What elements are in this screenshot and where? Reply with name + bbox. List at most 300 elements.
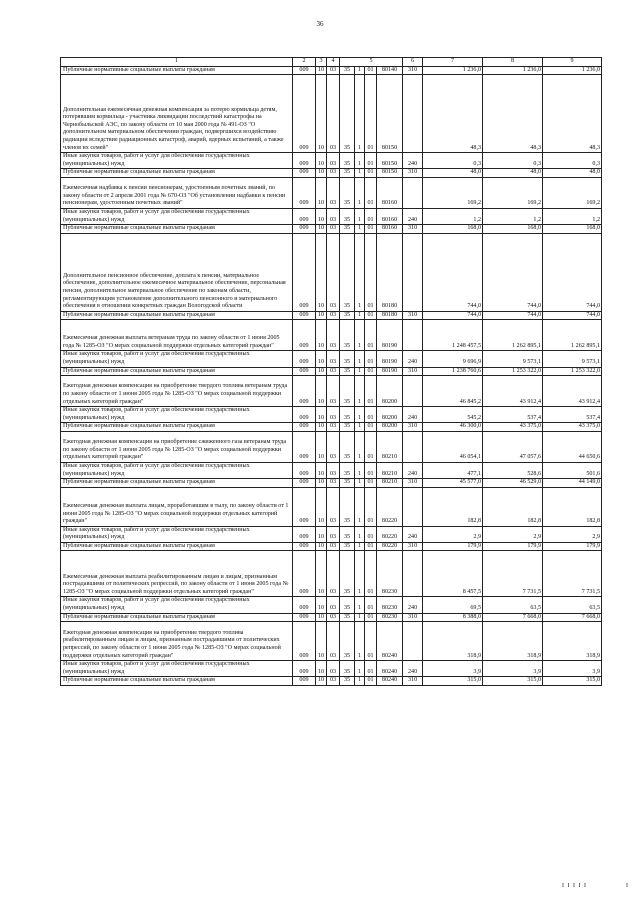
code-target-3-cell: 01 (365, 526, 377, 542)
code-target-1-cell: 35 (340, 661, 355, 677)
code-subsection-cell: 03 (327, 661, 340, 677)
amount-year-1-cell: 545,2 (423, 407, 483, 423)
amount-year-3-cell: 744,0 (543, 233, 602, 311)
code-chapter-cell: 009 (293, 407, 316, 423)
code-chapter-cell: 009 (293, 479, 316, 488)
code-subsection-cell: 03 (327, 597, 340, 613)
name-cell: Публичные нормативные социальные выплаты гражданам (61, 423, 293, 432)
code-target-2-cell: 1 (355, 407, 365, 423)
amount-year-1-cell: 179,9 (423, 542, 483, 551)
amount-year-3-cell: 168,0 (543, 225, 602, 234)
code-subsection-cell: 03 (327, 208, 340, 224)
name-cell: Иные закупки товаров, работ и услуг для обеспечения государственных (муниципальных) нужд (61, 208, 293, 224)
code-target-3-cell: 01 (365, 407, 377, 423)
amount-year-2-cell: 1 253 322,0 (483, 367, 543, 376)
code-target-1-cell: 35 (340, 233, 355, 311)
code-section-cell: 10 (316, 551, 327, 597)
code-subsection-cell: 03 (327, 431, 340, 462)
code-chapter-cell: 009 (293, 597, 316, 613)
table-row (61, 66, 602, 75)
code-target-3-cell: 01 (365, 597, 377, 613)
code-target-3-cell: 01 (365, 177, 377, 208)
name-cell: Публичные нормативные социальные выплаты гражданам (61, 367, 293, 376)
amount-year-1-cell: 1,2 (423, 208, 483, 224)
code-target-2-cell: 1 (355, 169, 365, 178)
amount-year-3-cell: 7 668,0 (543, 613, 602, 622)
amount-year-1-cell: 45 577,0 (423, 479, 483, 488)
code-target-1-cell: 35 (340, 431, 355, 462)
amount-year-3-cell: 179,9 (543, 542, 602, 551)
code-chapter-cell: 009 (293, 613, 316, 622)
code-expense-type-cell: 240 (403, 407, 423, 423)
code-chapter-cell: 009 (293, 169, 316, 178)
name-cell: Публичные нормативные социальные выплаты гражданам (61, 613, 293, 622)
code-target-4-cell: 80220 (377, 487, 403, 526)
code-target-2-cell: 1 (355, 423, 365, 432)
code-expense-type-cell (403, 75, 423, 153)
table-row (61, 487, 602, 526)
code-section-cell: 10 (316, 75, 327, 153)
header-cell: 1 (61, 58, 293, 67)
code-expense-type-cell: 310 (403, 423, 423, 432)
amount-year-3-cell: 1 253 322,0 (543, 367, 602, 376)
code-chapter-cell: 009 (293, 153, 316, 169)
code-target-2-cell: 1 (355, 225, 365, 234)
code-target-3-cell: 01 (365, 431, 377, 462)
code-target-3-cell: 01 (365, 311, 377, 320)
code-target-2-cell: 1 (355, 542, 365, 551)
name-cell: Дополнительное пенсионное обеспечение, доплата к пенсии, материальное обеспечение, дополнительное ежемесячное материальное обеспечение, персональная пенсия, дополнительное материальное обеспечение по законам области, регламентирующим установление дополнительного пенсионного и материального обеспечения в отношении конкретных граждан Вологодской области (61, 233, 293, 311)
footer-mark-right: I (626, 883, 628, 889)
amount-year-2-cell: 1 236,0 (483, 66, 543, 75)
code-target-2-cell: 1 (355, 661, 365, 677)
code-expense-type-cell: 240 (403, 153, 423, 169)
code-target-3-cell: 01 (365, 462, 377, 478)
code-target-2-cell: 1 (355, 320, 365, 351)
code-expense-type-cell (403, 177, 423, 208)
amount-year-1-cell: 8 388,0 (423, 613, 483, 622)
code-section-cell: 10 (316, 351, 327, 367)
amount-year-2-cell: 7 731,5 (483, 551, 543, 597)
code-target-4-cell: 80160 (377, 177, 403, 208)
code-expense-type-cell: 310 (403, 66, 423, 75)
amount-year-3-cell: 501,6 (543, 462, 602, 478)
code-target-2-cell: 1 (355, 479, 365, 488)
code-target-1-cell: 35 (340, 66, 355, 75)
code-subsection-cell: 03 (327, 526, 340, 542)
table-row (61, 153, 602, 169)
code-chapter-cell: 009 (293, 622, 316, 661)
table-row (61, 462, 602, 478)
amount-year-2-cell: 182,8 (483, 487, 543, 526)
amount-year-1-cell: 1 238 760,6 (423, 367, 483, 376)
code-target-1-cell: 35 (340, 542, 355, 551)
amount-year-1-cell: 169,2 (423, 177, 483, 208)
amount-year-2-cell: 3,9 (483, 661, 543, 677)
code-expense-type-cell (403, 487, 423, 526)
code-target-2-cell: 1 (355, 66, 365, 75)
amount-year-3-cell: 182,8 (543, 487, 602, 526)
code-target-4-cell: 80210 (377, 462, 403, 478)
code-expense-type-cell: 310 (403, 169, 423, 178)
code-target-1-cell: 35 (340, 376, 355, 407)
table-row (61, 622, 602, 661)
amount-year-1-cell: 48,3 (423, 75, 483, 153)
code-target-1-cell: 35 (340, 487, 355, 526)
code-expense-type-cell: 310 (403, 542, 423, 551)
code-target-3-cell: 01 (365, 75, 377, 153)
code-target-4-cell: 80180 (377, 233, 403, 311)
code-target-4-cell: 80240 (377, 661, 403, 677)
amount-year-2-cell: 47 057,6 (483, 431, 543, 462)
code-target-1-cell: 35 (340, 225, 355, 234)
code-target-3-cell: 01 (365, 551, 377, 597)
header-cell: 9 (543, 58, 602, 67)
code-target-1-cell: 35 (340, 613, 355, 622)
table-row (61, 75, 602, 153)
name-cell: Дополнительная ежемесячная денежная компенсация за потерю кормильца детям, потерявшим кормильца - участника ликвидации последствий катастрофы на Чернобыльской АЭС, по закону области от 10 мая 2000 года № 491-ОЗ "О дополнительном материальном обеспечении граждан, подвергшихся воздействию радиации вследствие радиационных катастроф, аварий, ядерных испытаний, а также членов их семей" (61, 75, 293, 153)
name-cell: Ежегодная денежная компенсация на приобретение твердого топлива ветеранам труда по закону области от 1 июня 2005 года № 1285-ОЗ "О мерах социальной поддержки отдельных категорий граждан" (61, 376, 293, 407)
code-target-3-cell: 01 (365, 487, 377, 526)
code-subsection-cell: 03 (327, 551, 340, 597)
code-subsection-cell: 03 (327, 169, 340, 178)
code-subsection-cell: 03 (327, 66, 340, 75)
table-row (61, 677, 602, 686)
code-target-2-cell: 1 (355, 551, 365, 597)
header-cell: 5 (340, 58, 403, 67)
code-section-cell: 10 (316, 225, 327, 234)
amount-year-2-cell: 63,5 (483, 597, 543, 613)
code-chapter-cell: 009 (293, 177, 316, 208)
amount-year-2-cell: 46 529,0 (483, 479, 543, 488)
code-target-3-cell: 01 (365, 66, 377, 75)
code-expense-type-cell: 240 (403, 351, 423, 367)
code-target-4-cell: 80180 (377, 311, 403, 320)
amount-year-1-cell: 46 845,2 (423, 376, 483, 407)
code-subsection-cell: 03 (327, 622, 340, 661)
code-target-4-cell: 80150 (377, 153, 403, 169)
amount-year-1-cell: 46 300,0 (423, 423, 483, 432)
table-row (61, 423, 602, 432)
name-cell: Иные закупки товаров, работ и услуг для обеспечения государственных (муниципальных) нужд (61, 407, 293, 423)
header-cell: 6 (403, 58, 423, 67)
code-target-2-cell: 1 (355, 177, 365, 208)
code-target-2-cell: 1 (355, 75, 365, 153)
code-chapter-cell: 009 (293, 431, 316, 462)
code-expense-type-cell (403, 622, 423, 661)
code-chapter-cell: 009 (293, 661, 316, 677)
name-cell: Публичные нормативные социальные выплаты гражданам (61, 169, 293, 178)
table-row (61, 542, 602, 551)
code-section-cell: 10 (316, 431, 327, 462)
code-expense-type-cell (403, 551, 423, 597)
amount-year-2-cell: 168,0 (483, 225, 543, 234)
code-section-cell: 10 (316, 479, 327, 488)
amount-year-1-cell: 48,0 (423, 169, 483, 178)
amount-year-1-cell: 318,9 (423, 622, 483, 661)
code-target-2-cell: 1 (355, 351, 365, 367)
code-target-3-cell: 01 (365, 542, 377, 551)
code-subsection-cell: 03 (327, 542, 340, 551)
code-expense-type-cell: 240 (403, 526, 423, 542)
amount-year-3-cell: 7 731,5 (543, 551, 602, 597)
code-chapter-cell: 009 (293, 551, 316, 597)
code-target-3-cell: 01 (365, 225, 377, 234)
name-cell: Иные закупки товаров, работ и услуг для обеспечения государственных (муниципальных) нужд (61, 597, 293, 613)
code-section-cell: 10 (316, 208, 327, 224)
code-target-1-cell: 35 (340, 597, 355, 613)
code-subsection-cell: 03 (327, 233, 340, 311)
name-cell: Публичные нормативные социальные выплаты гражданам (61, 66, 293, 75)
code-subsection-cell: 03 (327, 320, 340, 351)
amount-year-2-cell: 318,9 (483, 622, 543, 661)
code-target-2-cell: 1 (355, 311, 365, 320)
table-row (61, 376, 602, 407)
code-chapter-cell: 009 (293, 311, 316, 320)
amount-year-2-cell: 169,2 (483, 177, 543, 208)
amount-year-3-cell: 315,0 (543, 677, 602, 686)
name-cell: Иные закупки товаров, работ и услуг для обеспечения государственных (муниципальных) нужд (61, 526, 293, 542)
code-target-4-cell: 80200 (377, 376, 403, 407)
code-target-4-cell: 80210 (377, 479, 403, 488)
amount-year-1-cell: 46 054,1 (423, 431, 483, 462)
code-target-1-cell: 35 (340, 311, 355, 320)
code-target-1-cell: 35 (340, 479, 355, 488)
table-row (61, 526, 602, 542)
name-cell: Ежемесячная денежная выплата реабилитированным лицам и лицам, признанным пострадавшими от политических репрессий, по закону области от 1 июня 2005 года № 1285-ОЗ "О мерах социальной поддержки отдельных категорий граждан" (61, 551, 293, 597)
code-section-cell: 10 (316, 153, 327, 169)
name-cell: Публичные нормативные социальные выплаты гражданам (61, 542, 293, 551)
code-chapter-cell: 009 (293, 376, 316, 407)
amount-year-3-cell: 3,9 (543, 661, 602, 677)
table-row (61, 320, 602, 351)
code-expense-type-cell: 310 (403, 311, 423, 320)
code-section-cell: 10 (316, 613, 327, 622)
code-target-1-cell: 35 (340, 462, 355, 478)
amount-year-3-cell: 44 149,0 (543, 479, 602, 488)
code-section-cell: 10 (316, 169, 327, 178)
code-target-4-cell: 80190 (377, 320, 403, 351)
code-subsection-cell: 03 (327, 153, 340, 169)
amount-year-2-cell: 1 262 895,1 (483, 320, 543, 351)
code-target-3-cell: 01 (365, 661, 377, 677)
code-expense-type-cell: 240 (403, 462, 423, 478)
table-row (61, 311, 602, 320)
code-expense-type-cell: 240 (403, 597, 423, 613)
table-row (61, 233, 602, 311)
code-section-cell: 10 (316, 177, 327, 208)
header-cell: 2 (293, 58, 316, 67)
code-target-4-cell: 80240 (377, 677, 403, 686)
name-cell: Публичные нормативные социальные выплаты гражданам (61, 677, 293, 686)
amount-year-3-cell: 9 573,1 (543, 351, 602, 367)
code-target-3-cell: 01 (365, 613, 377, 622)
code-subsection-cell: 03 (327, 225, 340, 234)
amount-year-3-cell: 744,0 (543, 311, 602, 320)
code-expense-type-cell: 240 (403, 208, 423, 224)
code-section-cell: 10 (316, 233, 327, 311)
code-subsection-cell: 03 (327, 177, 340, 208)
code-chapter-cell: 009 (293, 75, 316, 153)
code-subsection-cell: 03 (327, 462, 340, 478)
code-subsection-cell: 03 (327, 613, 340, 622)
table-row (61, 661, 602, 677)
amount-year-3-cell: 1,2 (543, 208, 602, 224)
code-expense-type-cell (403, 233, 423, 311)
code-target-3-cell: 01 (365, 208, 377, 224)
name-cell: Иные закупки товаров, работ и услуг для обеспечения государственных (муниципальных) нужд (61, 351, 293, 367)
code-subsection-cell: 03 (327, 487, 340, 526)
code-target-3-cell: 01 (365, 351, 377, 367)
code-target-1-cell: 35 (340, 169, 355, 178)
code-chapter-cell: 009 (293, 542, 316, 551)
name-cell: Ежемесячная денежная выплата ветеранам труда по закону области от 1 июня 2005 года № 1285-ОЗ "О мерах социальной поддержки отдельных категорий граждан" (61, 320, 293, 351)
code-target-1-cell: 35 (340, 75, 355, 153)
header-cell: 7 (423, 58, 483, 67)
amount-year-1-cell: 0,3 (423, 153, 483, 169)
code-target-4-cell: 80220 (377, 542, 403, 551)
code-chapter-cell: 009 (293, 462, 316, 478)
code-chapter-cell: 009 (293, 66, 316, 75)
table-row (61, 479, 602, 488)
code-target-4-cell: 80190 (377, 351, 403, 367)
code-target-2-cell: 1 (355, 526, 365, 542)
name-cell: Ежегодная денежная компенсация на приобретение сжиженного газа ветеранам труда по закону области от 1 июня 2005 года № 1285-ОЗ "О мерах социальной поддержки отдельных категорий граждан" (61, 431, 293, 462)
code-subsection-cell: 03 (327, 367, 340, 376)
code-target-3-cell: 01 (365, 367, 377, 376)
code-target-3-cell: 01 (365, 622, 377, 661)
code-section-cell: 10 (316, 462, 327, 478)
name-cell: Публичные нормативные социальные выплаты гражданам (61, 311, 293, 320)
code-target-1-cell: 35 (340, 177, 355, 208)
code-target-2-cell: 1 (355, 431, 365, 462)
code-chapter-cell: 009 (293, 423, 316, 432)
table-row (61, 367, 602, 376)
code-target-1-cell: 35 (340, 526, 355, 542)
name-cell: Ежемесячная денежная выплата лицам, проработавшим в тылу, по закону области от 1 июня 2005 года № 1285-ОЗ "О мерах социальной поддержки отдельных категорий граждан" (61, 487, 293, 526)
code-expense-type-cell (403, 376, 423, 407)
code-target-4-cell: 80200 (377, 407, 403, 423)
code-target-4-cell: 80190 (377, 367, 403, 376)
code-subsection-cell: 03 (327, 407, 340, 423)
table-row (61, 551, 602, 597)
name-cell: Публичные нормативные социальные выплаты гражданам (61, 225, 293, 234)
amount-year-2-cell: 0,3 (483, 153, 543, 169)
header-cell: 3 (316, 58, 327, 67)
code-section-cell: 10 (316, 367, 327, 376)
amount-year-2-cell: 43 912,4 (483, 376, 543, 407)
name-cell: Ежегодная денежная компенсация на приобретение твердого топлива реабилитированным лицам и лицам, признанным пострадавшими от политических репрессий, по закону области от 1 июня 2005 года № 1285-ОЗ "О мерах социальной поддержки отдельных категорий граждан" (61, 622, 293, 661)
code-chapter-cell: 009 (293, 208, 316, 224)
header-cell: 8 (483, 58, 543, 67)
code-chapter-cell: 009 (293, 487, 316, 526)
code-target-4-cell: 80150 (377, 169, 403, 178)
table-row (61, 407, 602, 423)
code-target-4-cell: 80200 (377, 423, 403, 432)
code-target-1-cell: 35 (340, 407, 355, 423)
amount-year-2-cell: 744,0 (483, 311, 543, 320)
code-target-4-cell: 80220 (377, 526, 403, 542)
code-chapter-cell: 009 (293, 677, 316, 686)
code-section-cell: 10 (316, 677, 327, 686)
code-target-3-cell: 01 (365, 233, 377, 311)
code-target-1-cell: 35 (340, 320, 355, 351)
code-target-2-cell: 1 (355, 367, 365, 376)
page-number: 36 (316, 20, 324, 28)
amount-year-2-cell: 537,4 (483, 407, 543, 423)
amount-year-1-cell: 744,0 (423, 233, 483, 311)
name-cell: Иные закупки товаров, работ и услуг для обеспечения государственных (муниципальных) нужд (61, 153, 293, 169)
name-cell: Иные закупки товаров, работ и услуг для обеспечения государственных (муниципальных) нужд (61, 462, 293, 478)
code-expense-type-cell: 240 (403, 661, 423, 677)
footer-mark: I I I I I (562, 883, 587, 889)
code-chapter-cell: 009 (293, 320, 316, 351)
code-section-cell: 10 (316, 526, 327, 542)
amount-year-1-cell: 8 457,5 (423, 551, 483, 597)
amount-year-1-cell: 1 248 457,5 (423, 320, 483, 351)
amount-year-2-cell: 9 573,1 (483, 351, 543, 367)
code-section-cell: 10 (316, 661, 327, 677)
amount-year-2-cell: 744,0 (483, 233, 543, 311)
table-row (61, 177, 602, 208)
code-target-4-cell: 80140 (377, 66, 403, 75)
amount-year-2-cell: 315,0 (483, 677, 543, 686)
header-cell: 4 (327, 58, 340, 67)
code-target-1-cell: 35 (340, 677, 355, 686)
code-target-4-cell: 80230 (377, 597, 403, 613)
amount-year-1-cell: 69,5 (423, 597, 483, 613)
code-target-4-cell: 80230 (377, 613, 403, 622)
amount-year-1-cell: 9 696,9 (423, 351, 483, 367)
code-section-cell: 10 (316, 311, 327, 320)
amount-year-1-cell: 182,8 (423, 487, 483, 526)
code-chapter-cell: 009 (293, 526, 316, 542)
table-row (61, 225, 602, 234)
amount-year-2-cell: 1,2 (483, 208, 543, 224)
code-target-1-cell: 35 (340, 208, 355, 224)
table-row (61, 351, 602, 367)
code-section-cell: 10 (316, 597, 327, 613)
amount-year-2-cell: 179,9 (483, 542, 543, 551)
code-section-cell: 10 (316, 542, 327, 551)
code-target-4-cell: 80230 (377, 551, 403, 597)
code-target-1-cell: 35 (340, 153, 355, 169)
code-target-3-cell: 01 (365, 423, 377, 432)
table-row (61, 597, 602, 613)
code-subsection-cell: 03 (327, 677, 340, 686)
code-target-3-cell: 01 (365, 169, 377, 178)
amount-year-3-cell: 537,4 (543, 407, 602, 423)
code-section-cell: 10 (316, 487, 327, 526)
code-chapter-cell: 009 (293, 367, 316, 376)
code-target-1-cell: 35 (340, 622, 355, 661)
code-target-3-cell: 01 (365, 153, 377, 169)
code-chapter-cell: 009 (293, 233, 316, 311)
amount-year-2-cell: 528,6 (483, 462, 543, 478)
amount-year-2-cell: 2,9 (483, 526, 543, 542)
amount-year-2-cell: 48,3 (483, 75, 543, 153)
code-subsection-cell: 03 (327, 351, 340, 367)
code-section-cell: 10 (316, 622, 327, 661)
code-target-4-cell: 80160 (377, 225, 403, 234)
amount-year-3-cell: 2,9 (543, 526, 602, 542)
code-target-3-cell: 01 (365, 376, 377, 407)
amount-year-1-cell: 3,9 (423, 661, 483, 677)
code-target-2-cell: 1 (355, 613, 365, 622)
amount-year-1-cell: 168,0 (423, 225, 483, 234)
amount-year-3-cell: 44 650,6 (543, 431, 602, 462)
amount-year-3-cell: 169,2 (543, 177, 602, 208)
